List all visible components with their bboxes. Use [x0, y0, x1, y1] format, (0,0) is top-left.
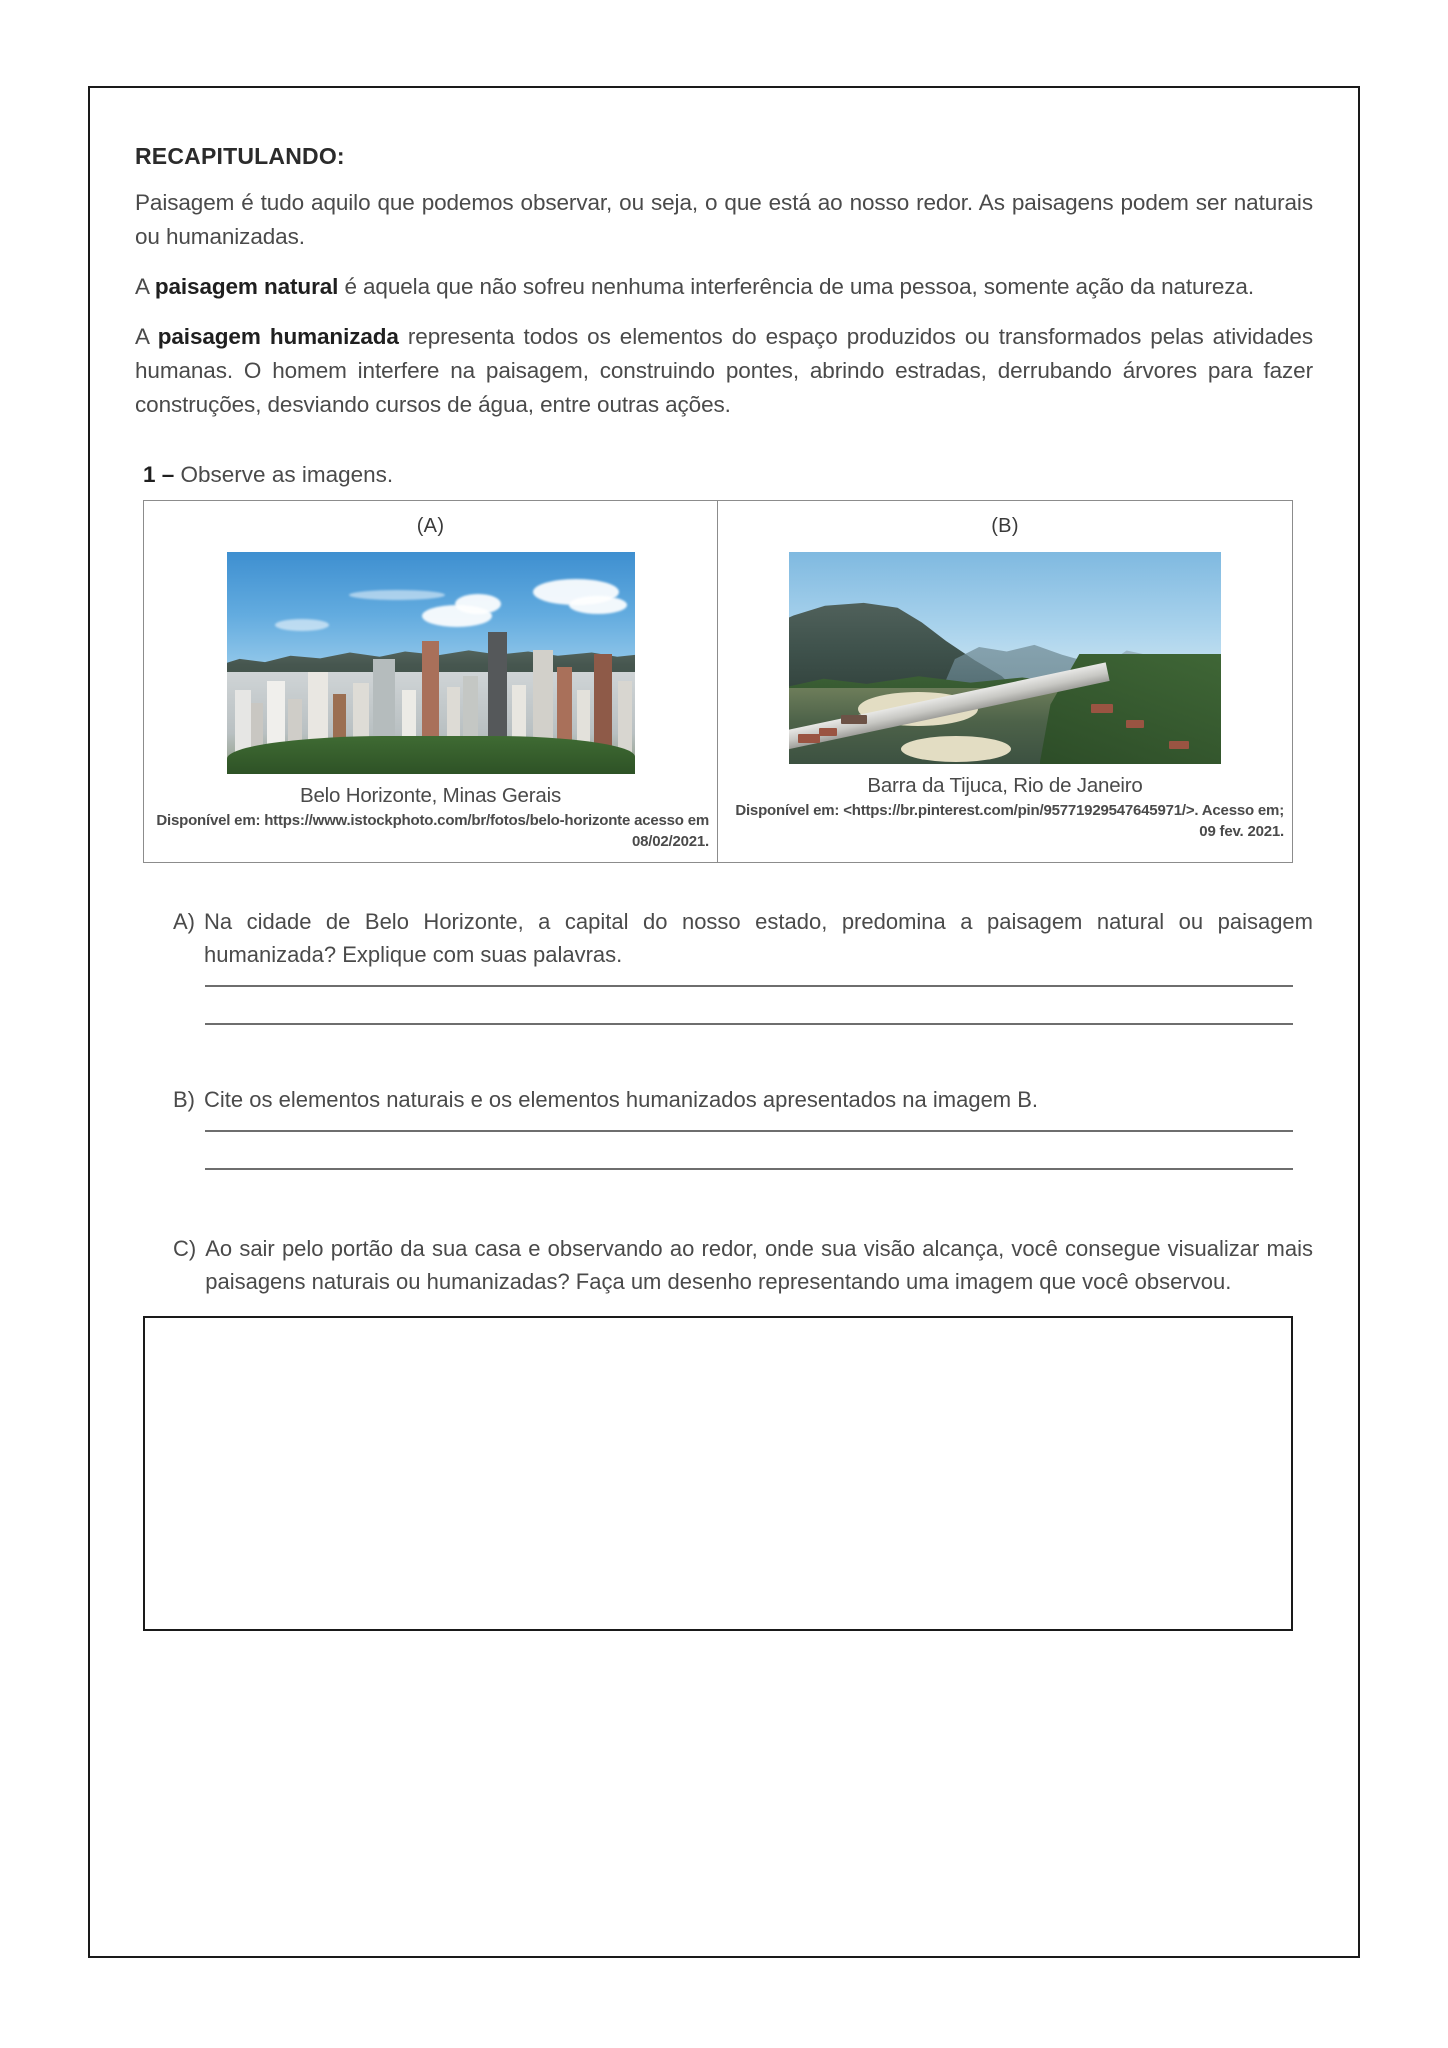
questions-list [173, 905, 1313, 1298]
page-title: RECAPITULANDO: [135, 143, 345, 169]
answer-line[interactable] [205, 1023, 1293, 1025]
question-text-b: Cite os elementos naturais e os elementos humanizados apresentados na imagem B. [204, 1087, 1039, 1112]
paragraph-humanizada [135, 320, 1313, 422]
question-c [173, 1232, 1313, 1298]
worksheet-page [88, 86, 1360, 1958]
image-comparison-table [143, 500, 1293, 863]
image-label-b: (B) [991, 515, 1019, 537]
question-marker-b: B) [173, 1087, 195, 1112]
image-cell-b [718, 501, 1292, 862]
image-caption-title-b: Barra da Tijuca, Rio de Janeiro [867, 774, 1143, 797]
question-a [173, 905, 1313, 1025]
drawing-answer-area[interactable] [143, 1316, 1293, 1631]
term-paisagem-humanizada: paisagem humanizada [157, 324, 399, 349]
paragraph-text-rest: representa todos os elementos do espaço produzidos ou transformados pelas atividades humanas. O homem interfere na paisagem, construindo pontes, abrindo estradas, derrubando árvores para fazer construções, desviando cursos de água, entre outras ações. [135, 324, 1313, 417]
answer-line[interactable] [205, 1130, 1293, 1132]
answer-line[interactable] [205, 1168, 1293, 1170]
exercise-1-intro [143, 460, 1313, 490]
city-skyline-photo [227, 552, 635, 774]
paragraph-text-lead: A [135, 324, 158, 349]
answer-lines-b [205, 1130, 1313, 1170]
image-caption-source-a: Disponível em: https://www.istockphoto.com/br/fotos/belo-horizonte acesso em 08/02/2021. [156, 812, 709, 850]
image-caption-title-a: Belo Horizonte, Minas Gerais [299, 784, 561, 807]
paragraph-text: Paisagem é tudo aquilo que podemos observar, ou seja, o que está ao nosso redor. As paisagens podem ser naturais ou humanizadas. [135, 190, 1313, 249]
lagoon-bridge-photo [789, 552, 1221, 764]
term-paisagem-natural: paisagem natural [154, 274, 339, 299]
exercise-number: 1 – [143, 462, 175, 487]
paragraph-definition [135, 186, 1313, 254]
paragraph-natural [135, 270, 1313, 304]
question-text-c: Ao sair pelo portão da sua casa e observando ao redor, onde sua visão alcança, você consegue visualizar mais paisagens naturais ou humanizadas? Faça um desenho representando uma imagem que você observou. [205, 1236, 1313, 1294]
image-caption-source-b: Disponível em: <https://br.pinterest.com/pin/95771929547645971/>. Acesso em; 09 fev. 2021. [735, 802, 1284, 840]
paragraph-text-rest: é aquela que não sofreu nenhuma interferência de uma pessoa, somente ação da natureza. [338, 274, 1254, 299]
question-marker-a: A) [173, 909, 195, 934]
paragraph-text-lead: A [135, 274, 155, 299]
question-b [173, 1083, 1313, 1170]
exercise-intro-text: Observe as imagens. [174, 462, 394, 487]
page-content [135, 143, 1313, 1631]
image-label-a: (A) [416, 515, 445, 537]
answer-lines-a [205, 985, 1313, 1025]
question-marker-c: C) [173, 1236, 197, 1261]
question-text-a: Na cidade de Belo Horizonte, a capital do nosso estado, predomina a paisagem natural ou paisagem humanizada? Explique com suas palavras. [204, 909, 1313, 967]
image-cell-a [144, 501, 718, 862]
answer-line[interactable] [205, 985, 1293, 987]
